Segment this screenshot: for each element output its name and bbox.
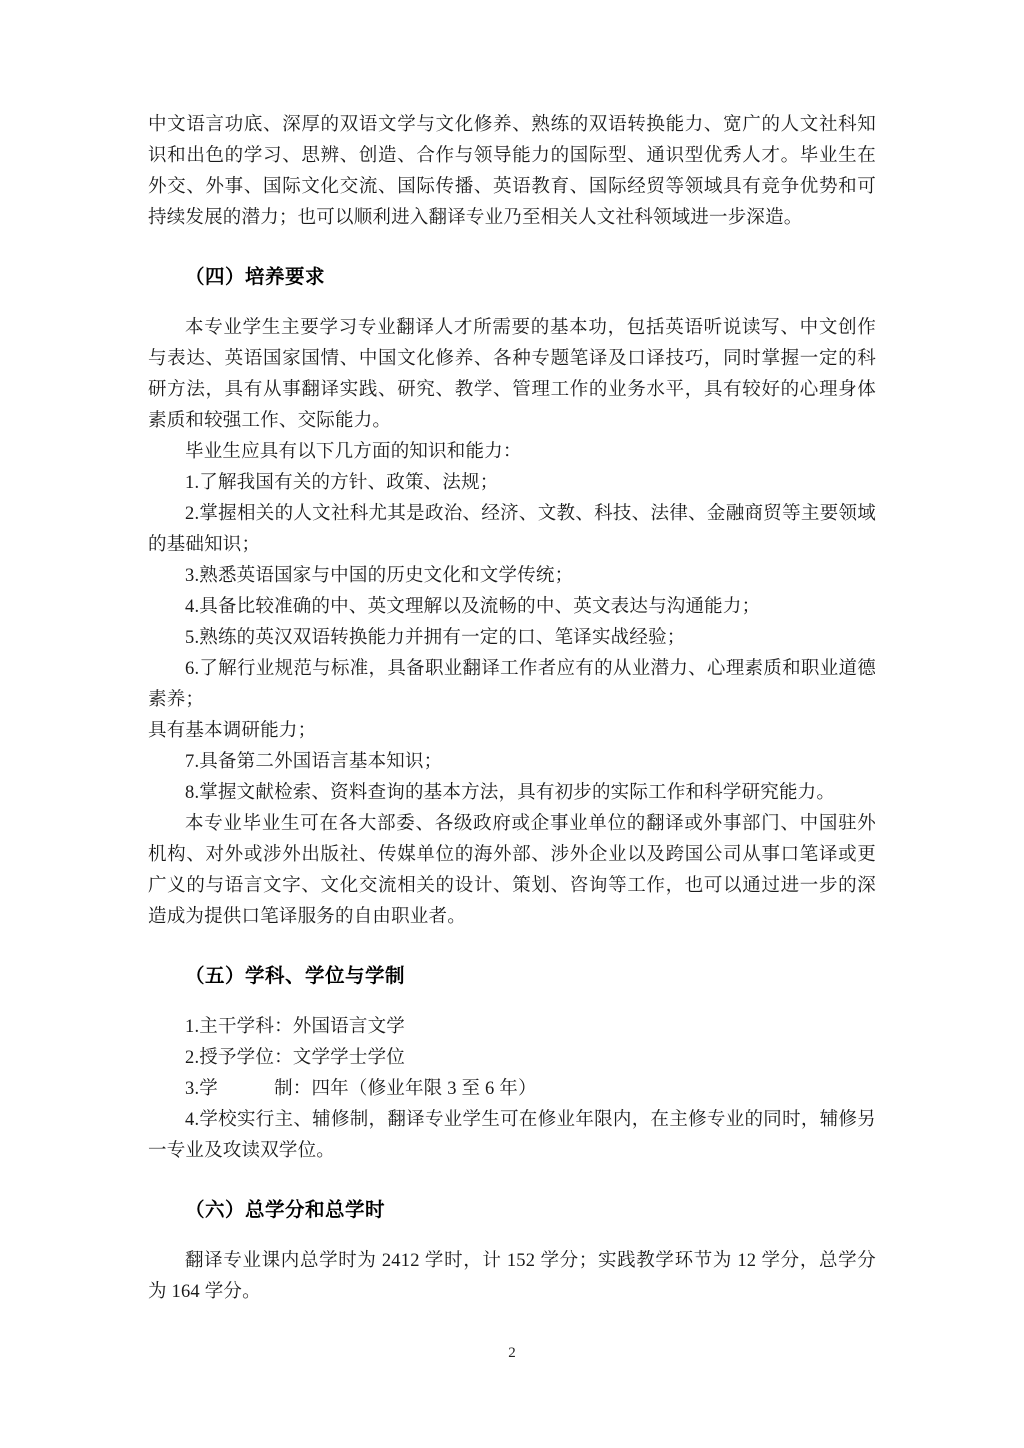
list-item: 4.学校实行主、辅修制，翻译专业学生可在修业年限内，在主修专业的同时，辅修另一专业及攻读双学位。 — [148, 1110, 876, 1161]
list-item: 5.熟练的英汉双语转换能力并拥有一定的口、笔译实战经验； — [185, 628, 686, 648]
list-item: 4.具备比较准确的中、英文理解以及流畅的中、英文表达与沟通能力； — [185, 597, 761, 617]
list-item: 1.主干学科：外国语言文学 — [185, 1017, 405, 1037]
list-item: 7.具备第二外国语言基本知识； — [185, 752, 443, 772]
list-item: 8.掌握文献检索、资料查询的基本方法，具有初步的实际工作和科学研究能力。 — [185, 783, 836, 803]
list-item: 3.学 制：四年（修业年限 3 至 6 年） — [185, 1079, 537, 1099]
section-five-body — [148, 1012, 876, 1167]
list-item: 6.了解行业规范与标准，具备职业翻译工作者应有的从业潜力、心理素质和职业道德素养； — [148, 659, 876, 710]
page-number: 2 — [508, 1345, 516, 1361]
page-content — [148, 110, 876, 1308]
section-six-paragraph-1: 翻译专业课内总学时为 2412 学时，计 152 学分；实践教学环节为 12 学分，总学分为 164 学分。 — [148, 1251, 876, 1302]
section-five-heading: （五）学科、学位与学制 — [185, 966, 406, 987]
section-four-paragraph-1: 本专业学生主要学习专业翻译人才所需要的基本功，包括英语听说读写、中文创作与表达、英语国家国情、中国文化修养、各种专题笔译及口译技巧，同时掌握一定的科研方法，具有从事翻译实践、研究、教学、管理工作的业务水平，具有较好的心理身体素质和较强工作、交际能力。 — [148, 318, 876, 431]
list-item: 2.掌握相关的人文社科尤其是政治、经济、文教、科技、法律、金融商贸等主要领域的基础知识； — [148, 504, 876, 555]
section-four-body — [148, 313, 876, 933]
section-four-heading: （四）培养要求 — [185, 267, 326, 288]
section-six-heading: （六）总学分和总学时 — [185, 1200, 386, 1221]
list-item: 1.了解我国有关的方针、政策、法规； — [185, 473, 499, 493]
opening-paragraph: 中文语言功底、深厚的双语文学与文化修养、熟练的双语转换能力、宽广的人文社科知识和出色的学习、思辨、创造、合作与领导能力的国际型、通识型优秀人才。毕业生在外交、外事、国际文化交流、国际传播、英语教育、国际经贸等领域具有竞争优势和可持续发展的潜力；也可以顺利进入翻译专业乃至相关人文社科领域进一步深造。 — [148, 115, 876, 228]
list-item: 3.熟悉英语国家与中国的历史文化和文学传统； — [185, 566, 574, 586]
list-item-continuation: 具有基本调研能力； — [148, 721, 317, 741]
list-item: 2.授予学位：文学学士学位 — [185, 1048, 405, 1068]
section-six-body — [148, 1246, 876, 1308]
section-four-paragraph-2: 毕业生应具有以下几方面的知识和能力： — [185, 442, 522, 462]
section-four-paragraph-3: 本专业毕业生可在各大部委、各级政府或企事业单位的翻译或外事部门、中国驻外机构、对外或涉外出版社、传媒单位的海外部、涉外企业以及跨国公司从事口笔译或更广义的与语言文字、文化交流相关的设计、策划、咨询等工作，也可以通过进一步的深造成为提供口笔译服务的自由职业者。 — [148, 814, 876, 927]
